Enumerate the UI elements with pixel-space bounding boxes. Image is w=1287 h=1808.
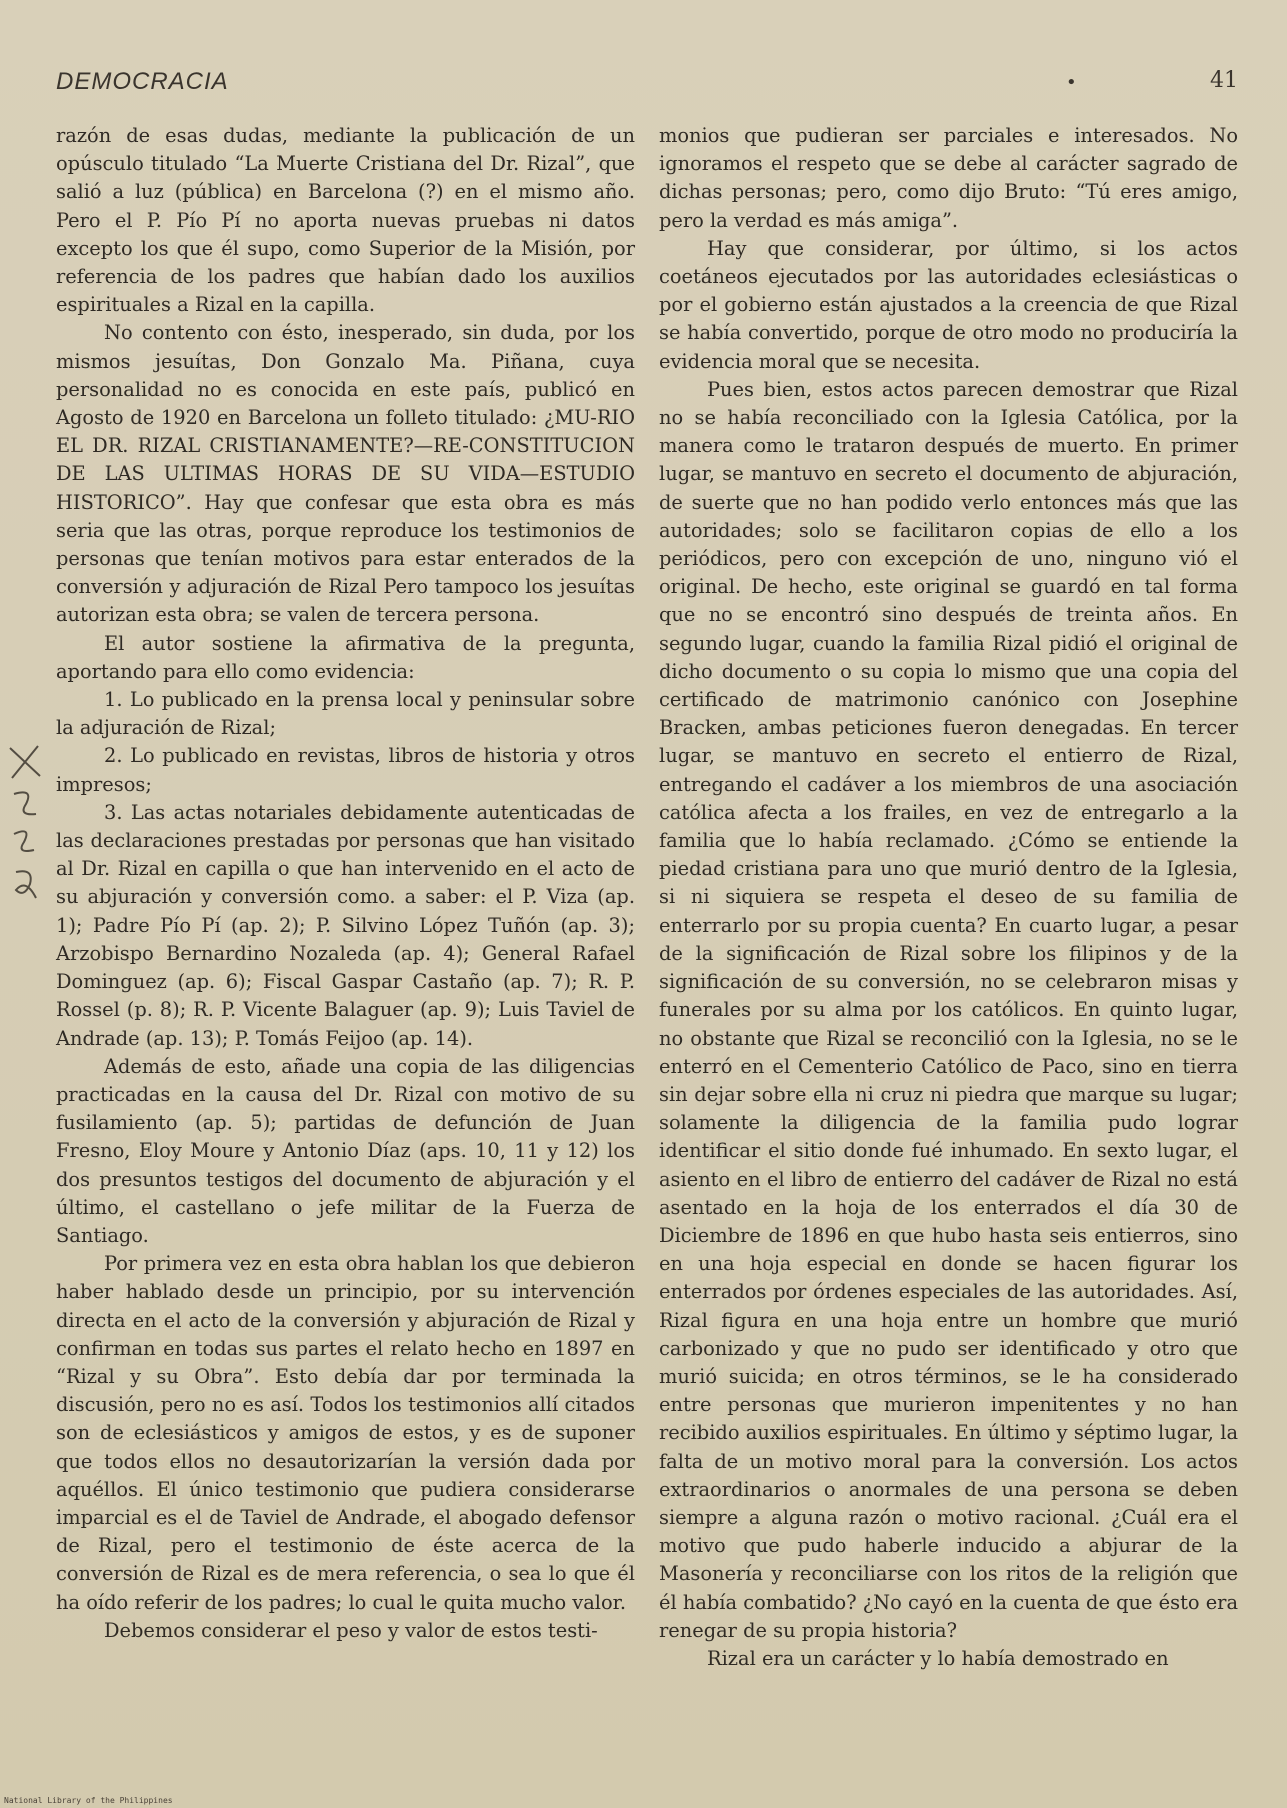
left-list-item-3: 3. Las actas notariales debidamente autenticadas de las declaraciones prestadas por personas que han visitado al Dr. Rizal en capilla o que han intervenido en el acto de su abjuración y conversión como. a saber: el P. Viza (ap. 1); Padre Pío Pí (ap. 2); P. Silvino López Tuñón (ap. 3); Arzobispo Bernardino Nozaleda (ap. 4); General Rafael Dominguez (ap. 6); Fiscal Gaspar Castaño (ap. 7); R. P. Rossel (p. 8); R. P. Vicente Balaguer (ap. 9); Luis Taviel de Andrade (ap. 13); P. Tomás Feijoo (ap. 14).: [56, 800, 635, 1050]
page-number: 41: [1210, 68, 1238, 93]
left-paragraph-6: Debemos considerar el peso y valor de estos testi-: [104, 1618, 598, 1642]
handwritten-margin-mark: [4, 738, 46, 908]
right-paragraph-3: Pues bien, estos actos parecen demostrar que Rizal no se había reconciliado con la Iglesia Católica, por la manera como le trataron después de muerto. En primer lugar, se mantuvo en secreto el documento de abjuración, de suerte que no han podido verlo entonces más que las autoridades; solo se facilitaron copias de ello a los periódicos, pero con excepción de uno, ninguno vió el original. De hecho, este original se guardó en tal forma que no se encontró sino después de treinta años. En segundo lugar, cuando la familia Rizal pidió el original de dicho documento o su copia lo mismo que una copia del certificado de matrimonio canónico con Josephine Bracken, ambas peticiones fueron denegadas. En tercer lugar, se mantuvo en secreto el entierro de Rizal, entregando el cadáver a los miembros de una asociación católica afecta a los frailes, en vez de entregarlo a la familia que lo había reclamado. ¿Cómo se entiende la piedad cristiana para uno que murió dentro de la Iglesia, si ni siquiera se respeta el deseo de su familia de enterrarlo por su propia cuenta? En cuarto lugar, a pesar de la significación de Rizal sobre los filipinos y de la significación de su conversión, no se celebraron misas y funerales por su alma por los católicos. En quinto lugar, no obstante que Rizal se reconcilió con la Iglesia, no se le enterró en el Cementerio Católico de Paco, sino en tierra sin dejar sobre ella ni cruz ni piedra que marque su lugar; solamente la diligencia de la familia pudo lograr identificar el sitio donde fué inhumado. En sexto lugar, el asiento en el libro de entierro del cadáver de Rizal no está asentado en la hoja de los enterrados el día 30 de Diciembre de 1896 en que hubo hasta seis entierros, sino en una hoja especial en donde se hacen figurar los enterrados por órdenes especiales de las autoridades. Así, Rizal figura en una hoja entre un hombre que murió carbonizado y que no pudo ser identificado y otro que murió suicida; en otros términos, se le ha considerado entre personas que murieron impenitentes y no han recibido auxilios espirituales. En último y séptimo lugar, la falta de un motivo moral para la conversión. Los actos extraordinarios o anormales de una persona se deben siempre a alguna razón o motivo racional. ¿Cuál era el motivo que pudo haberle inducido a abjurar de la Masonería y reconciliarse con los ritos de la religión que él había combatido? ¿No cayó en la cuenta de que ésto era renegar de su propia historia?: [659, 377, 1239, 1642]
left-list-item-1: 1. Lo publicado en la prensa local y peninsular sobre la adjuración de Rizal;: [56, 688, 635, 740]
right-paragraph-2: Hay que considerar, por último, si los actos coetáneos ejecutados por las autoridades eclesiásticas o por el gobierno están ajustados a la creencia de que Rizal se había convertido, porque de otro modo no produciría la evidencia moral que se necesita.: [659, 236, 1238, 373]
left-paragraph-5: Por primera vez en esta obra hablan los que debieron haber hablado desde un principio, por su intervención directa en el acto de la conversión y abjuración de Rizal y confirman en todas sus partes el relato hecho en 1897 en “Rizal y su Obra”. Esto debía dar por terminada la discusión, pero no es así. Todos los testimonios allí citados son de eclesiásticos y amigos de estos, y es de suponer que todos ellos no desautorizarían la versión dada por aquéllos. El único testimonio que pudiera considerarse imparcial es el de Taviel de Andrade, el abogado defensor de Rizal, pero el testimonio de éste acerca de la conversión de Rizal es de mera referencia, o sea lo que él ha oído referir de los padres; lo cual le quita mucho valor.: [56, 1252, 635, 1614]
left-column: [56, 122, 635, 1645]
right-column: [659, 122, 1238, 1673]
left-paragraph-3: El autor sostiene la afirmativa de la pregunta, aportando para ello como evidencia:: [56, 631, 635, 683]
header-dot: •: [1066, 72, 1077, 93]
left-list-item-2: 2. Lo publicado en revistas, libros de historia y otros impresos;: [56, 744, 635, 796]
left-paragraph-4: Además de esto, añade una copia de las diligencias practicadas en la causa del Dr. Rizal con motivo de su fusilamiento (ap. 5); partidas de defunción de Juan Fresno, Eloy Moure y Antonio Díaz (aps. 10, 11 y 12) los dos presuntos testigos del documento de abjuración y el último, el castellano o jefe militar de la Fuerza de Santiago.: [56, 1054, 635, 1247]
right-paragraph-1: monios que pudieran ser parciales e interesados. No ignoramos el respeto que se debe al carácter sagrado de dichas personas; pero, como dijo Bruto: “Tú eres amigo, pero la verdad es más amiga”.: [659, 124, 1238, 232]
running-title: DEMOCRACIA: [56, 68, 229, 95]
left-paragraph-1: razón de esas dudas, mediante la publicación de un opúsculo titulado “La Muerte Cristiana del Dr. Rizal”, que salió a luz (pública) en Barcelona (?) en el mismo año. Pero el P. Pío Pí no aporta nuevas pruebas ni datos excepto los que él supo, como Superior de la Misión, por referencia de los padres que habían dado los auxilios espirituales a Rizal en la capilla.: [56, 124, 635, 317]
library-stamp: National Library of the Philippines: [4, 1796, 173, 1805]
left-paragraph-2: No contento con ésto, inesperado, sin duda, por los mismos jesuítas, Don Gonzalo Ma. Piñana, cuya personalidad no es conocida en este país, publicó en Agosto de 1920 en Barcelona un folleto titulado: ¿MU-RIO EL DR. RIZAL CRISTIANAMENTE?—RE-CONSTITUCION DE LAS ULTIMAS HORAS DE SU VIDA—ESTUDIO HISTORICO”. Hay que confesar que esta obra es más seria que las otras, porque reproduce los testimonios de personas que tenían motivos para estar enterados de la conversión y adjuración de Rizal Pero tampoco los jesuítas autorizan esta obra; se valen de tercera persona.: [56, 321, 635, 627]
right-paragraph-4: Rizal era un carácter y lo había demostrado en: [707, 1646, 1169, 1670]
